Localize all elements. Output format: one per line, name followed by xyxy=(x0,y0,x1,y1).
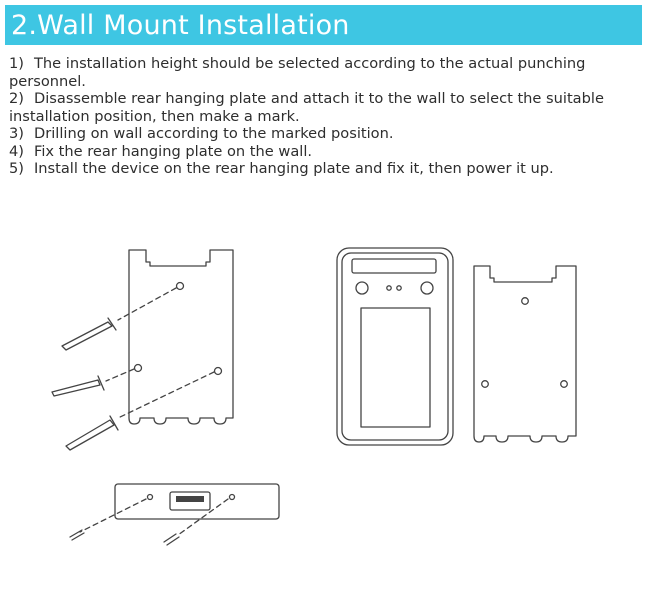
camera-icon xyxy=(421,282,433,294)
rear-hanging-plate-right xyxy=(474,266,576,442)
step-3: 3) Drilling on wall according to the marked position. xyxy=(9,125,394,142)
mounting-hole xyxy=(177,283,184,290)
step-5: 5) Install the device on the rear hanging plate and fix it, then power it up. xyxy=(9,160,554,177)
step-2: 2) Disassemble rear hanging plate and attach it to the wall to select the suitable installation position, then make a mark. xyxy=(9,90,604,125)
camera-icon xyxy=(356,282,368,294)
section-title: 2.Wall Mount Installation xyxy=(11,9,350,41)
screw-3 xyxy=(66,372,214,450)
mounting-hole xyxy=(482,381,489,388)
device-bottom-view xyxy=(70,484,279,545)
mounting-hole xyxy=(215,368,222,375)
screw-2 xyxy=(52,369,134,396)
step-4: 4) Fix the rear hanging plate on the wall. xyxy=(9,142,313,160)
mounting-hole xyxy=(135,365,142,372)
screw-1 xyxy=(62,288,176,350)
mounting-hole xyxy=(522,298,529,305)
device-front xyxy=(337,248,453,445)
rear-hanging-plate-left xyxy=(129,250,233,424)
mounting-hole xyxy=(561,381,568,388)
step-1: 1) The installation height should be selected according to the actual punching personnel. xyxy=(9,55,586,90)
